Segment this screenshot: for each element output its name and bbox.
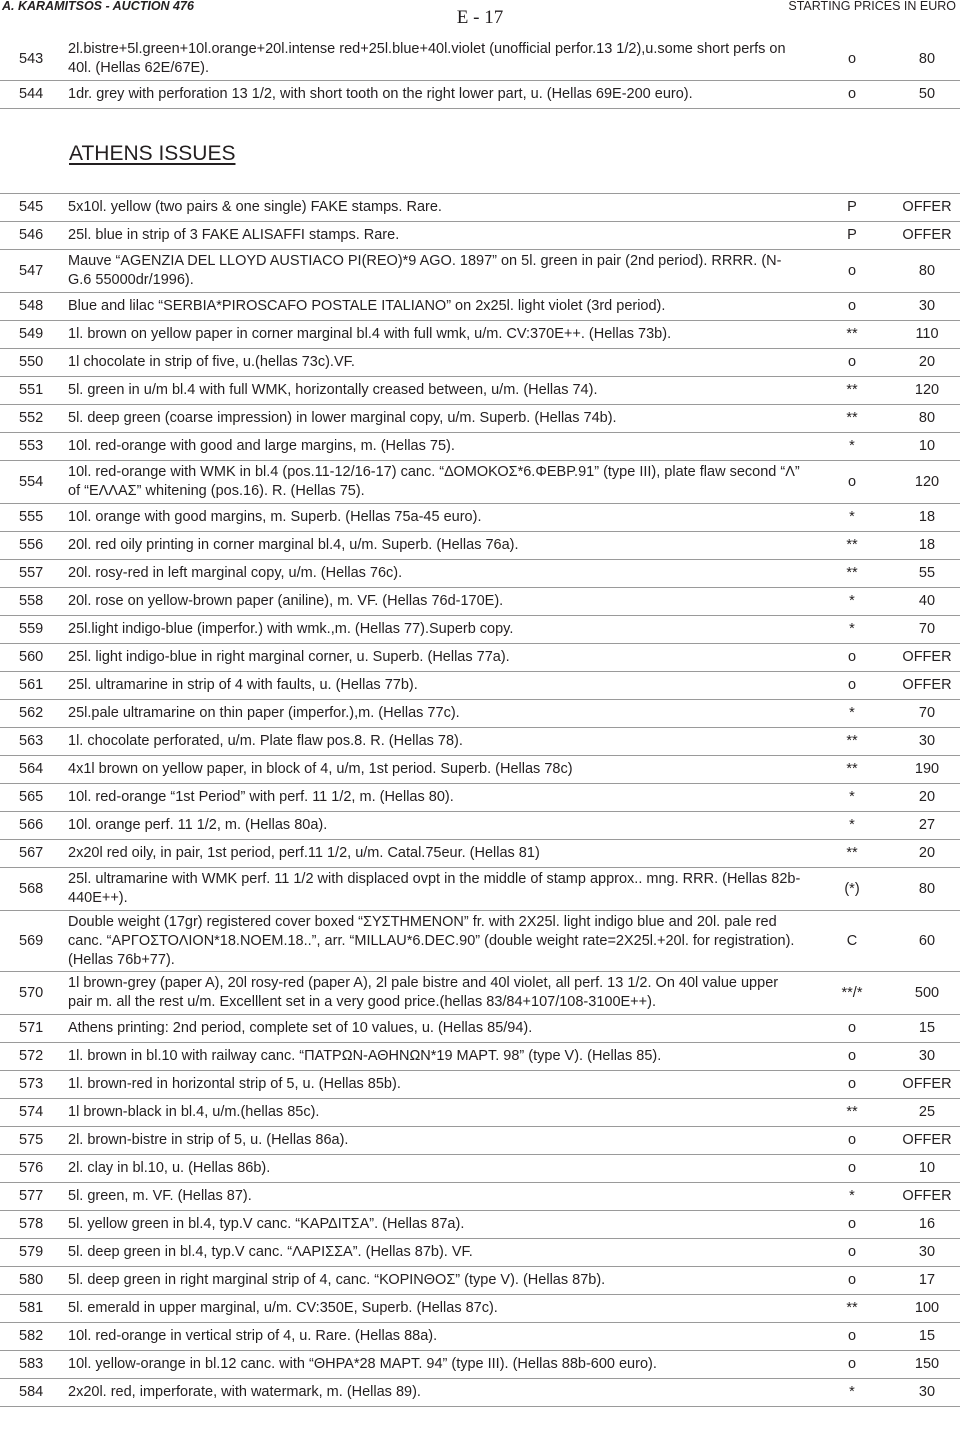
lot-condition: o [847, 1076, 857, 1092]
table-row [0, 868, 960, 911]
lot-price: OFFER [902, 677, 952, 693]
lot-number: 574 [19, 1104, 44, 1120]
lot-description: 5l. deep green in bl.4, typ.V canc. “ΛΑΡΙΣΣΑ”. (Hellas 87b). VF. [68, 1244, 473, 1260]
table-row [0, 1211, 960, 1239]
lot-description: 20l. rose on yellow-brown paper (aniline), m. VF. (Hellas 76d-170E). [68, 593, 504, 609]
lot-number: 555 [19, 509, 44, 525]
table-row [0, 532, 960, 560]
lot-condition: o [847, 262, 857, 279]
lot-condition: o [847, 1272, 857, 1288]
lot-price: 80 [918, 880, 936, 897]
lot-number: 573 [19, 1076, 44, 1092]
lot-number: 567 [19, 845, 44, 861]
lot-price: 120 [914, 382, 940, 398]
lot-description: 1l brown-grey (paper A), 20l rosy-red (paper A), 2l pale bistre and 40l violet, all perf. 13 1/2. On 40l value upper pair m. all the rest u/m. Excelllent set in a very good price.(hellas 83/84+107/108-3100E++). [68, 975, 779, 1010]
lot-description: 1l. brown-red in horizontal strip of 5, u. (Hellas 85b). [68, 1076, 401, 1092]
lot-description: 1l chocolate in strip of five, u.(hellas 73c).VF. [68, 354, 355, 370]
lot-condition: C [846, 932, 858, 949]
lot-description: 10l. orange perf. 11 1/2, m. (Hellas 80a). [68, 817, 328, 833]
lot-condition: ** [846, 761, 858, 777]
lot-condition: ** [846, 1300, 858, 1316]
lot-condition: o [847, 1132, 857, 1148]
lot-price: OFFER [902, 1076, 952, 1092]
lot-number: 570 [19, 984, 44, 1001]
table-row [0, 1267, 960, 1295]
lot-description: 25l. blue in strip of 3 FAKE ALISAFFI stamps. Rare. [68, 227, 400, 243]
lot-number: 581 [19, 1300, 44, 1316]
lot-description: 20l. red oily printing in corner marginal bl.4, u/m. Superb. (Hellas 76a). [68, 537, 519, 553]
lot-condition: o [847, 1216, 857, 1232]
table-row [0, 1099, 960, 1127]
lot-table [0, 38, 960, 1407]
lot-condition: o [847, 677, 857, 693]
lot-condition: * [849, 705, 855, 721]
lot-condition: o [847, 1244, 857, 1260]
lot-number: 572 [19, 1048, 44, 1064]
table-row [0, 405, 960, 433]
lot-number: 548 [19, 298, 44, 314]
lot-price: 150 [914, 1356, 940, 1372]
lot-price: 30 [918, 1048, 936, 1064]
lot-number: 545 [19, 199, 44, 215]
lot-rows [0, 194, 960, 1407]
lot-description: 5l. green in u/m bl.4 with full WMK, horizontally creased between, u/m. (Hellas 74). [68, 382, 598, 398]
table-row [0, 1379, 960, 1407]
lot-number: 560 [19, 649, 44, 665]
lot-price: OFFER [902, 1188, 952, 1204]
table-row [0, 1071, 960, 1099]
lot-condition: * [849, 593, 855, 609]
lot-number: 575 [19, 1132, 44, 1148]
table-row [0, 911, 960, 972]
table-row [0, 700, 960, 728]
lot-description: 5l. emerald in upper marginal, u/m. CV:350E, Superb. (Hellas 87c). [68, 1300, 498, 1316]
lot-description: 5l. deep green (coarse impression) in lower marginal copy, u/m. Superb. (Hellas 74b). [68, 410, 617, 426]
lot-description: 4x1l brown on yellow paper, in block of 4, u/m, 1st period. Superb. (Hellas 78c) [68, 761, 573, 777]
lot-number: 571 [19, 1020, 44, 1036]
lot-description: 2l. clay in bl.10, u. (Hellas 86b). [68, 1160, 271, 1176]
lot-price: 18 [918, 537, 936, 553]
lot-number: 577 [19, 1188, 44, 1204]
lot-description: Double weight (17gr) registered cover boxed “ΣΥΣΤΗΜΕΝΟΝ” fr. with 2X25l. light indigo blue and 20l. pale red canc. “ΑΡΓΟΣΤΟΛΙΟΝ*18.ΝΟΕΜ.18..”, arr. “MILLAU*6.DEC.90” (double weight rate=2X25l.+20l. for registration). (Hellas 76b+77). [68, 913, 795, 968]
lot-description: 20l. rosy-red in left marginal copy, u/m. (Hellas 76c). [68, 565, 403, 581]
lot-price: OFFER [902, 649, 952, 665]
table-row [0, 222, 960, 250]
lot-condition: o [847, 298, 857, 314]
table-row [0, 588, 960, 616]
lot-price: 30 [918, 1244, 936, 1260]
lot-price: 17 [918, 1272, 936, 1288]
lot-price: 70 [918, 705, 936, 721]
lot-price: 50 [918, 86, 936, 102]
lot-description: 5l. yellow green in bl.4, typ.V canc. “ΚΑΡΔΙΤΣΑ”. (Hellas 87a). [68, 1216, 465, 1232]
table-row [0, 349, 960, 377]
lot-number: 566 [19, 817, 44, 833]
lot-description: 2l. brown-bistre in strip of 5, u. (Hellas 86a). [68, 1132, 349, 1148]
table-row [0, 38, 960, 81]
table-row [0, 1127, 960, 1155]
prices-note: STARTING PRICES IN EURO [788, 0, 956, 13]
table-row [0, 840, 960, 868]
lot-description: 25l.light indigo-blue (imperfor.) with wmk.,m. (Hellas 77).Superb copy. [68, 621, 514, 637]
lot-description: 10l. red-orange with good and large margins, m. (Hellas 75). [68, 438, 455, 454]
lot-condition: o [847, 50, 857, 67]
table-row [0, 1351, 960, 1379]
lot-description: 2x20l red oily, in pair, 1st period, perf.11 1/2, u/m. Catal.75eur. (Hellas 81) [68, 845, 540, 861]
lot-condition: ** [846, 565, 858, 581]
lot-condition: * [849, 621, 855, 637]
lot-price: 27 [918, 817, 936, 833]
lot-number: 565 [19, 789, 44, 805]
lot-description: 5x10l. yellow (two pairs & one single) FAKE stamps. Rare. [68, 199, 442, 215]
table-row [0, 784, 960, 812]
table-row [0, 616, 960, 644]
lot-description: 10l. orange with good margins, m. Superb. (Hellas 75a-45 euro). [68, 509, 482, 525]
table-row [0, 321, 960, 349]
lot-price: OFFER [902, 199, 952, 215]
lot-description: 25l. ultramarine in strip of 4 with faults, u. (Hellas 77b). [68, 677, 418, 693]
lot-condition: * [849, 789, 855, 805]
lot-number: 544 [19, 86, 44, 102]
lot-number: 558 [19, 593, 44, 609]
lot-description: 10l. red-orange “1st Period” with perf. 11 1/2, m. (Hellas 80). [68, 789, 454, 805]
lot-price: 30 [918, 298, 936, 314]
lot-description: 2l.bistre+5l.green+10l.orange+20l.intense red+25l.blue+40l.violet (unofficial perfor.13 1/2),u.some short perfs on 40l. (Hellas 62E/67E). [68, 41, 786, 76]
table-row [0, 812, 960, 840]
lot-description: Mauve “AGENZIA DEL LLOYD AUSTIACO PI(REO)*9 AGO. 1897” on 5l. green in pair (2nd period). RRRR. (N-G.6 55000dr/1996). [68, 253, 782, 288]
lot-condition: o [847, 354, 857, 370]
section-title: ATHENS ISSUES [69, 142, 236, 165]
lot-price: 20 [918, 789, 936, 805]
lot-description: 1l. chocolate perforated, u/m. Plate flaw pos.8. R. (Hellas 78). [68, 733, 463, 749]
lot-price: 10 [918, 438, 936, 454]
lot-price: 20 [918, 845, 936, 861]
lot-number: 551 [19, 382, 44, 398]
lot-price: 100 [914, 1300, 940, 1316]
lot-number: 579 [19, 1244, 44, 1260]
table-row [0, 293, 960, 321]
lot-number: 580 [19, 1272, 44, 1288]
lot-condition: ** [846, 537, 858, 553]
lot-condition: o [847, 1160, 857, 1176]
lot-description: 1dr. grey with perforation 13 1/2, with short tooth on the right lower part, u. (Hellas 69E-200 euro). [68, 86, 693, 102]
lot-price: 500 [914, 984, 940, 1001]
lot-number: 546 [19, 227, 44, 243]
lot-price: 55 [918, 565, 936, 581]
table-row [0, 461, 960, 504]
lot-description: 25l.pale ultramarine on thin paper (imperfor.),m. (Hellas 77c). [68, 705, 460, 721]
lot-price: 16 [918, 1216, 936, 1232]
lot-number: 556 [19, 537, 44, 553]
lot-number: 578 [19, 1216, 44, 1232]
lot-number: 568 [19, 880, 44, 897]
table-row [0, 504, 960, 532]
lot-number: 563 [19, 733, 44, 749]
lot-condition: o [847, 1328, 857, 1344]
lot-number: 584 [19, 1384, 44, 1400]
table-row [0, 756, 960, 784]
lot-description: 25l. light indigo-blue in right marginal corner, u. Superb. (Hellas 77a). [68, 649, 510, 665]
lot-number: 552 [19, 410, 44, 426]
lot-condition: o [847, 473, 857, 490]
table-row [0, 728, 960, 756]
lot-number: 562 [19, 705, 44, 721]
lot-price: 190 [914, 761, 940, 777]
lot-condition: o [847, 649, 857, 665]
table-row [0, 1239, 960, 1267]
table-row [0, 1295, 960, 1323]
table-row [0, 250, 960, 293]
lot-price: 70 [918, 621, 936, 637]
lot-description: 5l. deep green in right marginal strip of 4, canc. “ΚΟΡΙΝΘΟΣ” (type V). (Hellas 87b). [68, 1272, 606, 1288]
lot-description: Blue and lilac “SERBIA*PIROSCAFO POSTALE ITALIANO” on 2x25l. light violet (3rd period). [68, 298, 666, 314]
lot-condition: o [847, 1356, 857, 1372]
lot-price: 80 [918, 262, 936, 279]
table-row [0, 81, 960, 109]
table-row [0, 1155, 960, 1183]
lot-number: 576 [19, 1160, 44, 1176]
lot-condition: * [849, 509, 855, 525]
lot-price: 40 [918, 593, 936, 609]
auction-title: A. KARAMITSOS - AUCTION 476 [2, 0, 194, 13]
lot-number: 559 [19, 621, 44, 637]
lot-description: 1l brown-black in bl.4, u/m.(hellas 85c). [68, 1104, 320, 1120]
table-row [0, 672, 960, 700]
lot-price: 60 [918, 932, 936, 949]
lot-condition: o [847, 86, 857, 102]
lot-condition: (*) [844, 880, 860, 897]
table-row [0, 1015, 960, 1043]
lot-price: 30 [918, 733, 936, 749]
lot-price: 10 [918, 1160, 936, 1176]
lot-description: 10l. red-orange in vertical strip of 4, u. Rare. (Hellas 88a). [68, 1328, 438, 1344]
lot-condition: ** [846, 326, 858, 342]
lot-number: 549 [19, 326, 44, 342]
lot-number: 547 [19, 262, 44, 279]
lot-price: 20 [918, 354, 936, 370]
lot-condition: ** [846, 382, 858, 398]
lot-condition: P [847, 227, 857, 243]
lot-price: 15 [918, 1328, 936, 1344]
lot-condition: * [849, 1384, 855, 1400]
table-row [0, 1043, 960, 1071]
table-row [0, 1323, 960, 1351]
lot-condition: o [847, 1048, 857, 1064]
lot-number: 583 [19, 1356, 44, 1372]
lot-description: 5l. green, m. VF. (Hellas 87). [68, 1188, 252, 1204]
lot-number: 553 [19, 438, 44, 454]
lot-price: 25 [918, 1104, 936, 1120]
table-row [0, 972, 960, 1015]
lot-condition: **/* [841, 984, 863, 1001]
lot-price: 110 [915, 326, 939, 342]
lot-price: 120 [914, 473, 940, 490]
lot-condition: * [849, 817, 855, 833]
table-row [0, 644, 960, 672]
lot-price: 30 [918, 1384, 936, 1400]
lot-description: 25l. ultramarine with WMK perf. 11 1/2 with displaced ovpt in the middle of stamp approx.. mng. RRR. (Hellas 82b-440E++). [68, 871, 801, 906]
lot-price: 80 [918, 410, 936, 426]
lot-condition: * [849, 438, 855, 454]
lot-number: 582 [19, 1328, 44, 1344]
page-number: E - 17 [456, 7, 504, 28]
lot-description: 1l. brown on yellow paper in corner marginal bl.4 with full wmk, u/m. CV:370E++. (Hellas 73b). [68, 326, 672, 342]
lot-number: 543 [19, 50, 44, 67]
lot-description: Athens printing: 2nd period, complete set of 10 values, u. (Hellas 85/94). [68, 1020, 533, 1036]
lot-condition: ** [846, 410, 858, 426]
table-row [0, 1183, 960, 1211]
lot-number: 557 [19, 565, 44, 581]
lot-number: 569 [19, 932, 44, 949]
table-row [0, 560, 960, 588]
lot-number: 564 [19, 761, 44, 777]
lot-description: 10l. red-orange with WMK in bl.4 (pos.11-12/16-17) canc. “ΔΟΜΟΚΟΣ*6.ΦΕΒΡ.91” (type III), plate flaw second “Λ” of “ΕΛΛΑΣ” whitening (pos.16). R. (Hellas 75). [68, 464, 800, 499]
lot-price: OFFER [902, 227, 952, 243]
lot-price: 15 [918, 1020, 936, 1036]
lot-condition: * [849, 1188, 855, 1204]
lot-condition: ** [846, 845, 858, 861]
lot-condition: ** [846, 1104, 858, 1120]
lot-condition: P [847, 199, 857, 215]
lot-price: OFFER [902, 1132, 952, 1148]
lot-description: 2x20l. red, imperforate, with watermark, m. (Hellas 89). [68, 1384, 421, 1400]
table-row [0, 377, 960, 405]
section-header [0, 109, 960, 194]
lot-condition: ** [846, 733, 858, 749]
lot-condition: o [847, 1020, 857, 1036]
lot-number: 550 [19, 354, 44, 370]
lot-description: 10l. yellow-orange in bl.12 canc. with “ΘΗΡΑ*28 ΜΑΡΤ. 94” (type III). (Hellas 88b-600 euro). [68, 1356, 657, 1372]
lot-price: 18 [918, 509, 936, 525]
lot-price: 80 [918, 50, 936, 67]
lot-number: 554 [19, 473, 44, 490]
table-row [0, 194, 960, 222]
lot-description: 1l. brown in bl.10 with railway canc. “ΠΑΤΡΩΝ-ΑΘΗΝΩΝ*19 ΜΑΡΤ. 98” (type V). (Hellas 85). [68, 1048, 662, 1064]
lot-number: 561 [19, 677, 44, 693]
table-row [0, 433, 960, 461]
